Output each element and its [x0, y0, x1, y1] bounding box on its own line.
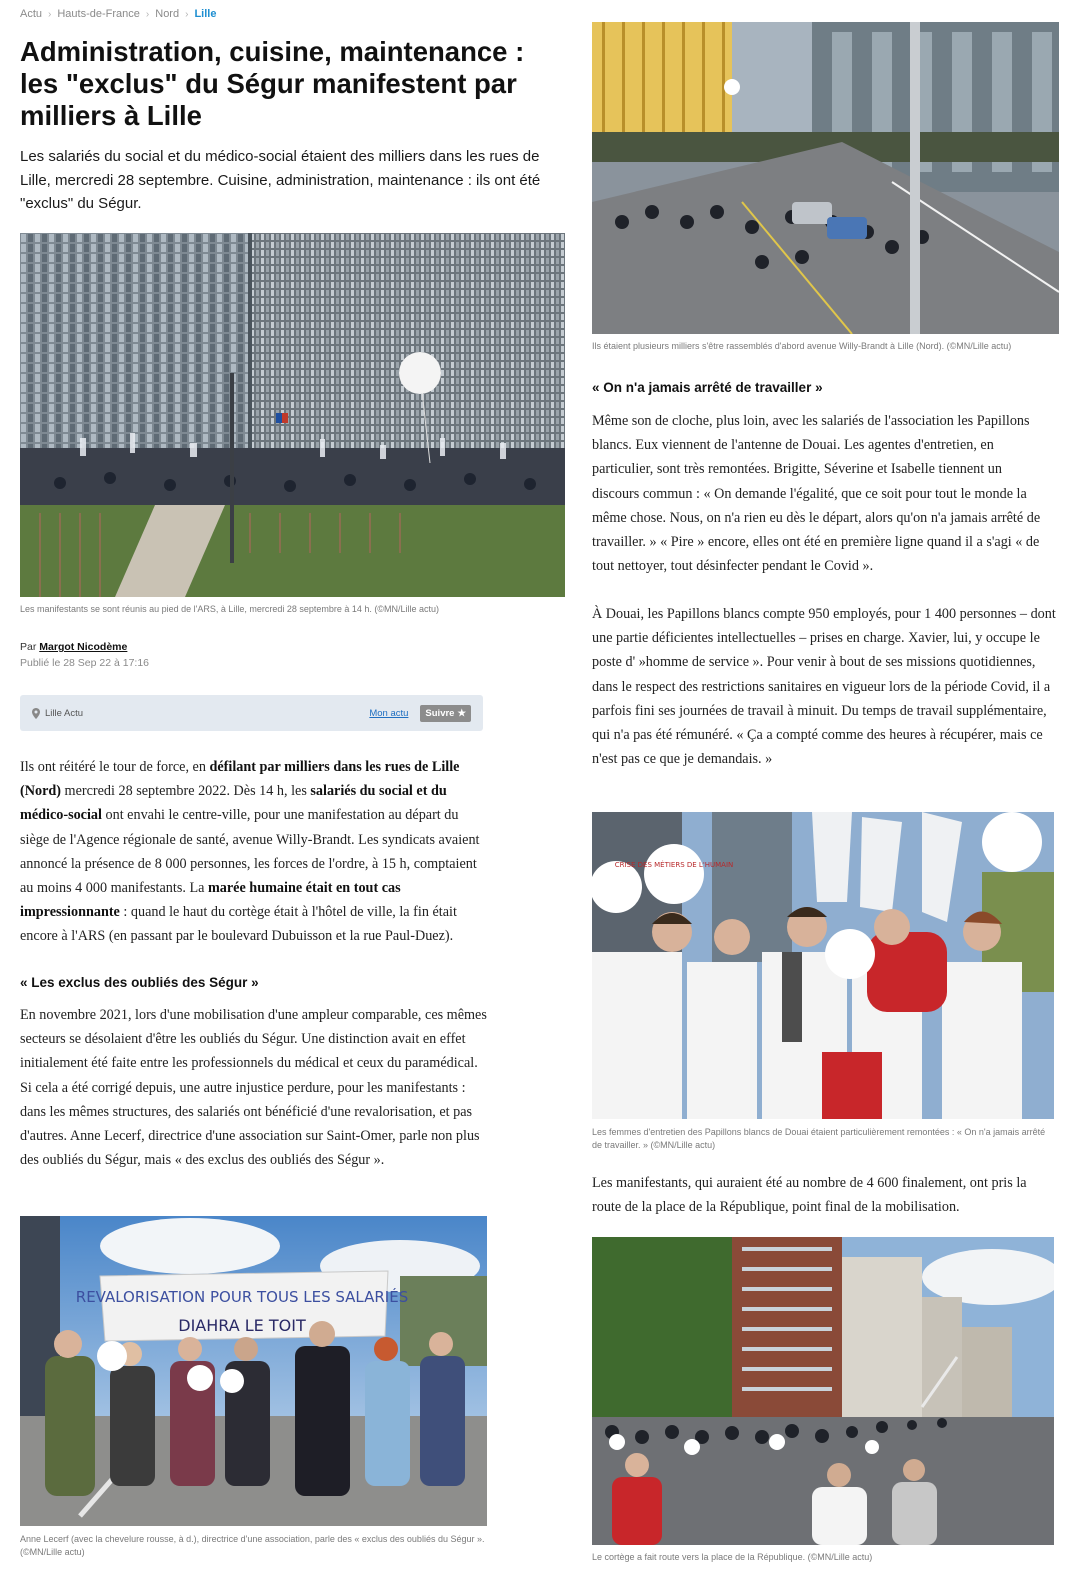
chevron-right-icon: › [145, 8, 150, 20]
byline [20, 641, 127, 653]
follow-bar [20, 695, 483, 731]
photo-papillons-blancs[interactable] [592, 812, 1054, 1119]
follow-source: Lille Actu [45, 707, 84, 719]
breadcrumb-item-actu[interactable]: Actu [20, 8, 43, 20]
breadcrumb-item-region[interactable]: Hauts-de-France [57, 8, 140, 20]
publish-date: Publié le 28 Sep 22 à 17:16 [20, 657, 150, 669]
subheading-exclus: « Les exclus des oubliés des Ségur » [20, 975, 259, 990]
article-paragraph-1: Ils ont réitéré le tour de force, en défilant par milliers dans les rues de Lille (Nord) mercredi 28 septembre 2022. Dès 14 h, les salariés du social et du médico-social ont envahi le centre-ville, pour une manifestation au départ du siège de l'Agence régionale de santé, avenue Willy-Brandt. Les syndicats avaient annoncé la présence de 8 000 personnes, les forces de l'ordre, à 15 h, comptaient au moins 4 000 manifestants. La marée humaine était en tout cas impressionnante : quand le haut du cortège était à l'hôtel de ville, la fin était encore à l'ARS (en passant par le boulevard Dubuisson et la rue Paul-Duez). [20, 759, 480, 945]
chevron-right-icon: › [185, 8, 189, 20]
banner-text-2: DIAHRA LE TOIT [178, 1316, 306, 1335]
chevron-right-icon: › [48, 8, 52, 20]
article-paragraph-2: En novembre 2021, lors d'une mobilisation d'une ampleur comparable, ces mêmes secteurs se désolaient d'être les oubliés du Ségur. Une distinction avait en effet initialement été faite entre les professionnels du médical et ceux du paramédical. Si cela a été corrigé depuis, une autre injustice perdure, pour les manifestants : dans les mêmes structures, des salariés ont bénéficié d'une revalorisation, et pas d'autres. Anne Lecerf, directrice d'une association sur Saint-Omer, parle non plus des oubliés du Ségur, mais « des exclus des oubliés des Ségur ». [20, 1007, 487, 1169]
photo-ars-rally[interactable] [20, 233, 565, 597]
suivre-label: Suivre [425, 707, 455, 719]
author-link[interactable]: Margot Nicodème [39, 641, 128, 653]
article-paragraph-4: À Douai, les Papillons blancs compte 950 employés, pour 1 400 personnes – dont une partie déficientes intellectuelles – prises en charge. Xavier, lui, y occupe le poste d' »homme de service ». Pour venir à bout de ses missions quotidiennes, dans le respect des restrictions sanitaires en vigueur lors de la période Covid, il a parfois fini ses journées de travail à minuit. Du temps de travail supplémentaire, qui n'a pas été rémunéré. « Ça a compté comme des heures à récupérer, mais ce n'est pas ce que je demandais. » [592, 606, 1056, 768]
photo-caption: Les femmes d'entretien des Papillons blancs de Douai étaient particulièrement remontées : « On n'a jamais arrêté de travailler. » (©MN/Lille actu) [592, 1127, 1046, 1150]
photo-caption: Anne Lecerf (avec la chevelure rousse, à d.), directrice d'une association, parle des « exclus des oubliés du Ségur ». (©MN/Lille actu) [20, 1534, 485, 1557]
photo-anne-lecerf-group[interactable] [20, 1216, 487, 1526]
article-title: Administration, cuisine, maintenance : les "exclus" du Ségur manifestent par milliers à Lille [20, 36, 525, 131]
subheading-jamais-arrete: « On n'a jamais arrêté de travailler » [592, 380, 823, 395]
article-chapo: Les salariés du social et du médico-social étaient des milliers dans les rues de Lille, mercredi 28 septembre. Cuisine, administration, maintenance : ils ont été "exclus" du Ségur. [20, 148, 541, 212]
article-paragraph-5: Les manifestants, qui auraient été au nombre de 4 600 finalement, ont pris la route de la place de la République, point final de la mobilisation. [592, 1175, 1027, 1216]
photo-caption: Ils étaient plusieurs milliers s'être rassemblés d'abord avenue Willy-Brandt à Lille (Nord). (©MN/Lille actu) [592, 341, 1012, 351]
photo-cortege[interactable] [592, 1237, 1054, 1545]
byline-prefix: Par [20, 641, 37, 653]
breadcrumb [20, 8, 216, 20]
breadcrumb-item-current[interactable]: Lille [194, 8, 217, 20]
photo-caption: Les manifestants se sont réunis au pied de l'ARS, à Lille, mercredi 28 septembre à 14 h. (©MN/Lille actu) [20, 604, 440, 614]
balloon-text: CRISE DES MÉTIERS DE L'HUMAIN [614, 861, 734, 869]
location-pin-icon [32, 708, 40, 719]
mon-actu-link[interactable]: Mon actu [369, 707, 409, 719]
article-paragraph-3: Même son de cloche, plus loin, avec les salariés de l'association les Papillons blancs. Eux viennent de l'antenne de Douai. Les agentes d'entretien, en particulier, sont très remontées. Brigitte, Séverine et Isabelle tiennent un discours commun : « On demande l'égalité, que ce soit pour tout le monde la même chose. Nous, on n'a rien eu dès le départ, alors qu'on n'a jamais arrêté de travailler. » « Pire » encore, elles ont été en première ligne quand il a s'agi « de tout nettoyer, tout désinfecter pendant le Covid ». [592, 413, 1041, 575]
photo-caption: Le cortège a fait route vers la place de la République. (©MN/Lille actu) [592, 1552, 873, 1562]
photo-avenue-willy-brandt[interactable] [592, 22, 1059, 334]
breadcrumb-item-departement[interactable]: Nord [155, 8, 180, 20]
suivre-button[interactable] [420, 705, 471, 722]
banner-text-1: REVALORISATION POUR TOUS LES SALARIÉS [75, 1288, 409, 1306]
star-icon: ★ [457, 707, 466, 719]
